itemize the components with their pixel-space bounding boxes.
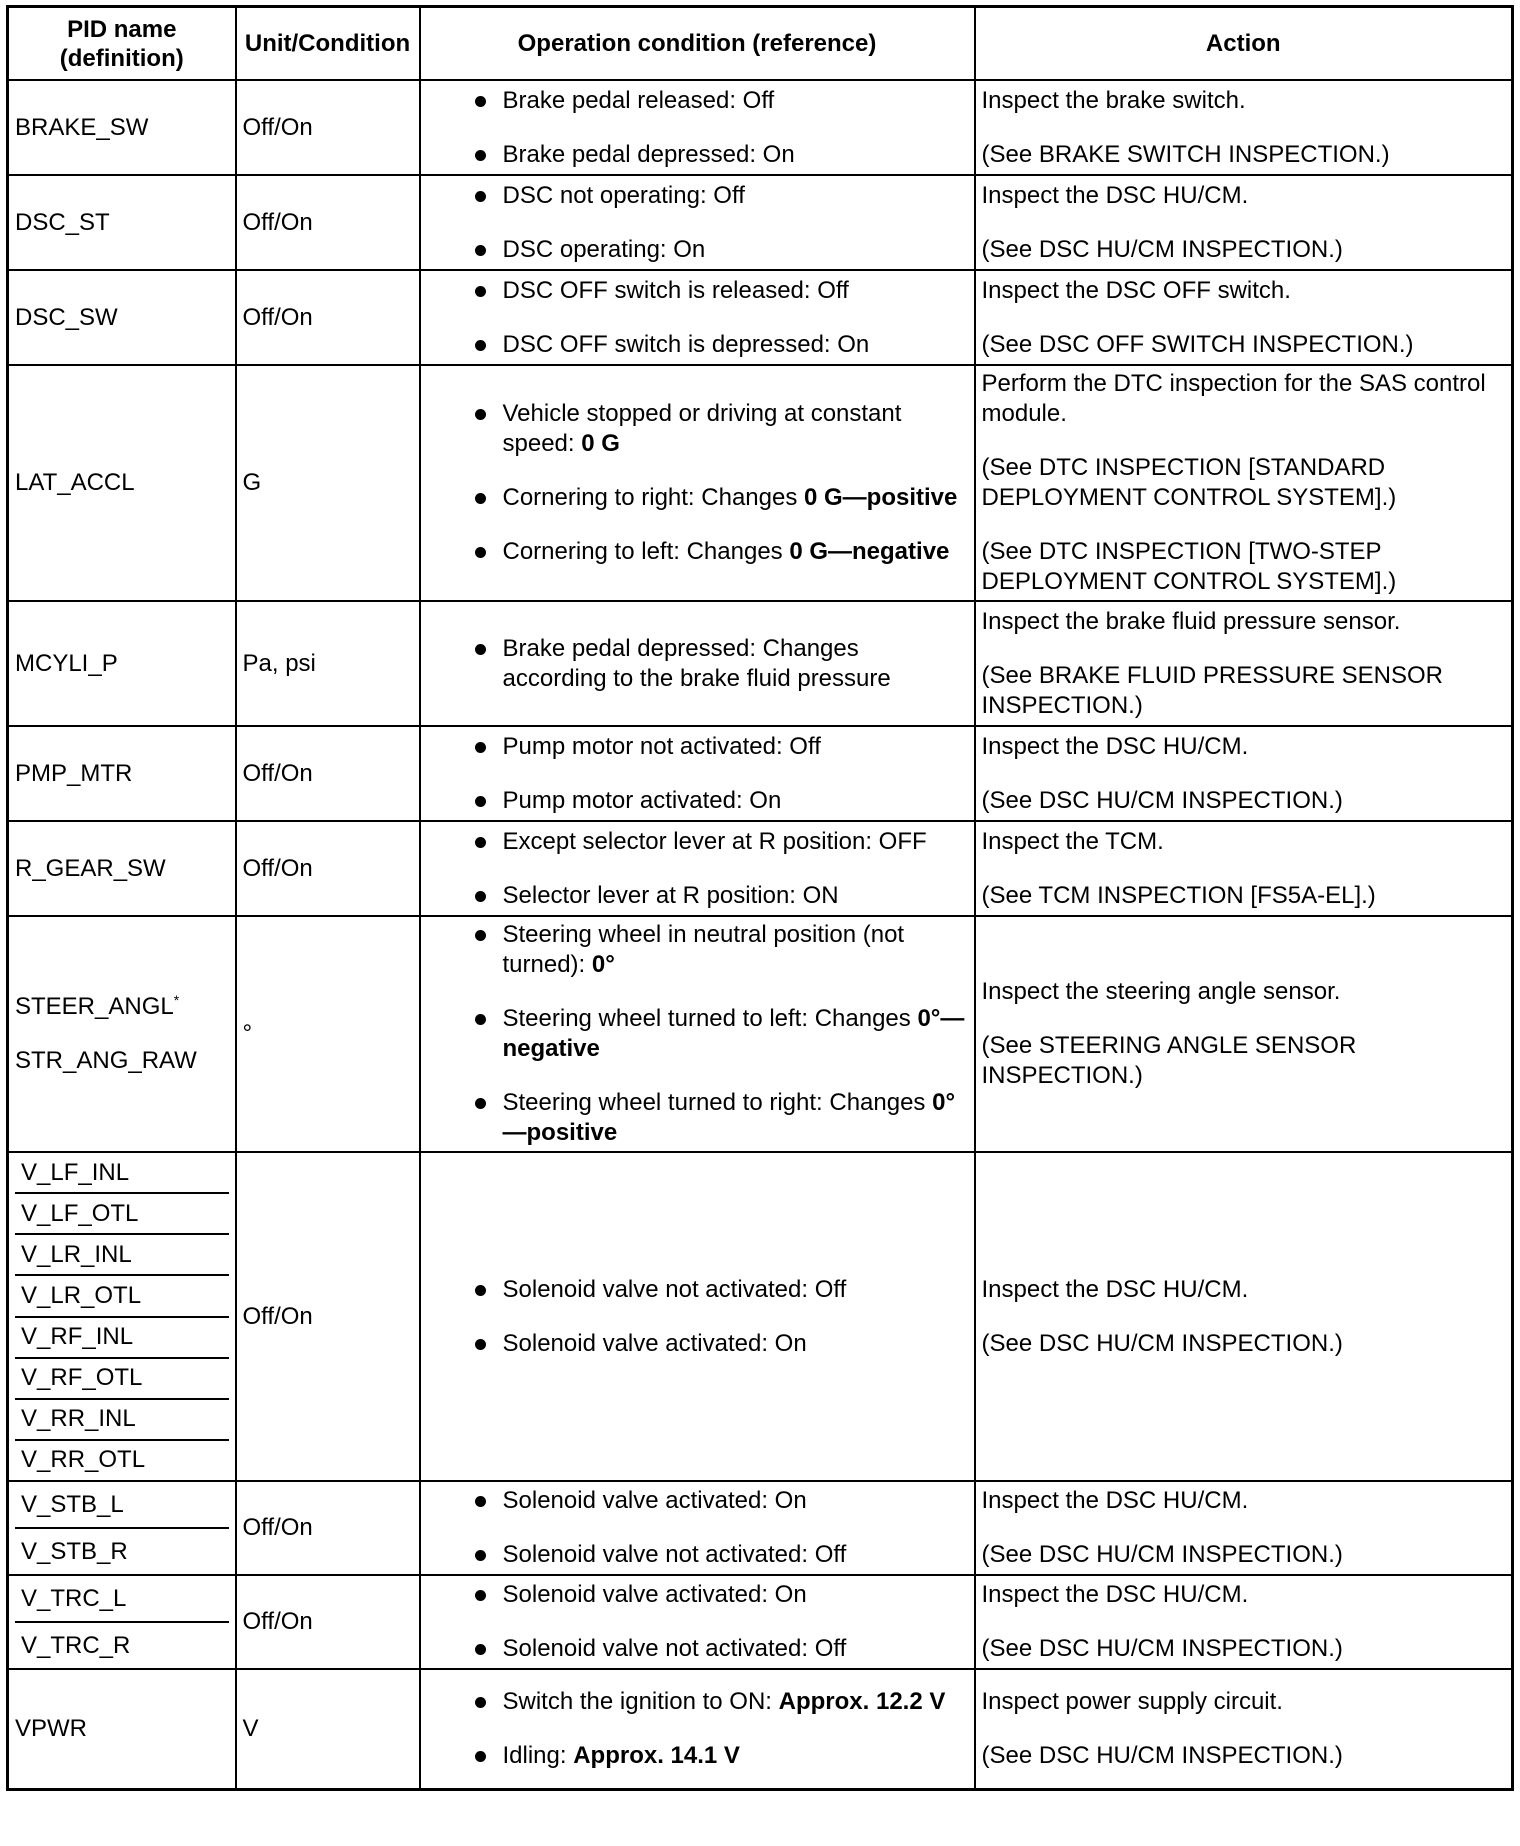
asterisk-note: * [173, 992, 180, 1008]
pid-name: V_TRC_R [15, 1621, 229, 1668]
action-text: Inspect the DSC HU/CM. [981, 181, 1249, 209]
unit-condition: ° [236, 916, 420, 1152]
condition-value: 0°—positive [502, 1089, 956, 1146]
header-operation-condition: Operation condition (reference) [420, 7, 975, 81]
operation-condition [420, 1669, 975, 1790]
action-text: Inspect the DSC HU/CM. [981, 1581, 1249, 1608]
operation-condition [420, 821, 975, 916]
action-reference: (See DTC INSPECTION [STANDARD DEPLOYMENT CONTROL SYSTEM].) [981, 454, 1397, 511]
table-row [8, 365, 1513, 601]
condition-item: Selector lever at R position: ON [467, 881, 968, 911]
operation-condition [420, 726, 975, 821]
action-text: Inspect the DSC HU/CM. [981, 1487, 1249, 1514]
action [975, 726, 1513, 821]
operation-condition [420, 1575, 975, 1669]
table-row [8, 1152, 1513, 1481]
pid-name: V_LR_OTL [15, 1274, 229, 1315]
header-pid-line2: (definition) [59, 44, 184, 72]
pid-name: DSC_ST [8, 175, 236, 270]
condition-item: Brake pedal depressed: On [467, 140, 968, 170]
pid-name: LAT_ACCL [8, 365, 236, 601]
pid-name: V_RF_OTL [15, 1357, 229, 1398]
operation-condition [420, 80, 975, 175]
pid-name: V_LF_OTL [15, 1192, 229, 1233]
unit-condition: Off/On [236, 821, 420, 916]
action-reference: (See DSC OFF SWITCH INSPECTION.) [981, 330, 1414, 358]
action [975, 601, 1513, 726]
condition-item: DSC not operating: Off [467, 181, 968, 211]
table-row [8, 601, 1513, 726]
condition-item: Solenoid valve not activated: Off [467, 1540, 968, 1570]
pid-name-group [8, 1152, 236, 1481]
condition-item: DSC OFF switch is released: Off [467, 276, 968, 306]
pid-str-ang-raw: STR_ANG_RAW [15, 1047, 197, 1074]
condition-item: Solenoid valve not activated: Off [467, 1275, 968, 1305]
action-reference: (See DSC HU/CM INSPECTION.) [981, 235, 1343, 263]
action [975, 80, 1513, 175]
pid-name: DSC_SW [8, 270, 236, 365]
action-reference: (See DSC HU/CM INSPECTION.) [981, 1742, 1343, 1769]
pid-name: V_LR_INL [15, 1233, 229, 1274]
action-text: Inspect the DSC OFF switch. [981, 276, 1291, 304]
unit-condition: Off/On [236, 175, 420, 270]
condition-text: Steering wheel turned to right: Changes [502, 1089, 933, 1116]
pid-monitor-table [6, 5, 1514, 1791]
action-reference: (See TCM INSPECTION [FS5A-EL].) [981, 881, 1376, 909]
action-reference: (See DSC HU/CM INSPECTION.) [981, 786, 1343, 814]
condition-value: Approx. 14.1 V [573, 1742, 740, 1769]
condition-item: Pump motor activated: On [467, 786, 968, 816]
header-action: Action [975, 7, 1513, 81]
condition-item: DSC OFF switch is depressed: On [467, 330, 968, 360]
action-reference: (See DSC HU/CM INSPECTION.) [981, 1635, 1343, 1662]
condition-item: Solenoid valve activated: On [467, 1580, 968, 1610]
condition-item [467, 537, 968, 567]
action-text: Inspect the brake fluid pressure sensor. [981, 607, 1401, 635]
condition-item: Pump motor not activated: Off [467, 732, 968, 762]
action-text: Inspect the DSC HU/CM. [981, 1275, 1249, 1303]
action-reference: (See BRAKE FLUID PRESSURE SENSOR INSPECTION.) [981, 661, 1443, 719]
condition-item: Brake pedal depressed: Changes according to the brake fluid pressure [467, 634, 968, 694]
condition-text: Cornering to left: Changes [502, 538, 790, 565]
condition-value: 0 G—positive [804, 484, 958, 511]
condition-item: Except selector lever at R position: OFF [467, 827, 968, 857]
action-reference: (See DSC HU/CM INSPECTION.) [981, 1541, 1343, 1568]
condition-value: Approx. 12.2 V [778, 1688, 946, 1715]
condition-text: Cornering to right: Changes [502, 484, 804, 511]
unit-condition: Off/On [236, 270, 420, 365]
action-text: Inspect power supply circuit. [981, 1688, 1283, 1715]
header-pid-line1: PID name [67, 15, 177, 43]
table-row [8, 175, 1513, 270]
condition-item [467, 1088, 968, 1148]
action-reference: (See DSC HU/CM INSPECTION.) [981, 1329, 1343, 1357]
operation-condition [420, 1152, 975, 1481]
condition-value: 0°—negative [502, 1005, 965, 1062]
pid-steer-angl: STEER_ANGL [15, 993, 174, 1020]
operation-condition [420, 365, 975, 601]
table-row [8, 1575, 1513, 1669]
action-text: Perform the DTC inspection for the SAS control module. [981, 370, 1486, 427]
table-row [8, 821, 1513, 916]
pid-name: PMP_MTR [8, 726, 236, 821]
action [975, 1152, 1513, 1481]
action-text: Inspect the TCM. [981, 827, 1164, 855]
pid-name: R_GEAR_SW [8, 821, 236, 916]
operation-condition [420, 270, 975, 365]
action [975, 916, 1513, 1152]
condition-item [467, 1741, 968, 1771]
pid-name [8, 916, 236, 1152]
table-row [8, 80, 1513, 175]
condition-value: 0° [591, 951, 615, 978]
pid-name: V_STB_L [21, 1490, 124, 1518]
pid-name: V_RR_OTL [15, 1439, 229, 1480]
condition-text: Switch the ignition to ON: [502, 1688, 779, 1715]
table-row [8, 1669, 1513, 1790]
condition-item [467, 399, 968, 459]
pid-name-group [8, 1575, 236, 1669]
condition-item [467, 920, 968, 980]
pid-name: V_RR_INL [15, 1398, 229, 1439]
pid-name: V_RF_INL [15, 1316, 229, 1357]
unit-condition: Off/On [236, 80, 420, 175]
header-unit-condition: Unit/Condition [236, 7, 420, 81]
pid-name: V_STB_R [15, 1527, 229, 1574]
condition-item: Solenoid valve not activated: Off [467, 1634, 968, 1664]
pid-name: VPWR [8, 1669, 236, 1790]
condition-text: Steering wheel turned to left: Changes [502, 1005, 918, 1032]
action [975, 175, 1513, 270]
operation-condition [420, 175, 975, 270]
action-text: Inspect the DSC HU/CM. [981, 732, 1249, 760]
operation-condition [420, 601, 975, 726]
header-pid-name [8, 7, 236, 81]
unit-condition: Off/On [236, 1152, 420, 1481]
condition-item: Solenoid valve activated: On [467, 1329, 968, 1359]
condition-text: Steering wheel in neutral position (not turned): [502, 921, 905, 978]
operation-condition [420, 916, 975, 1152]
condition-item: DSC operating: On [467, 235, 968, 265]
action-text: Inspect the brake switch. [981, 86, 1246, 114]
unit-condition: V [236, 1669, 420, 1790]
unit-condition: Off/On [236, 1575, 420, 1669]
pid-name: V_LF_INL [21, 1158, 130, 1186]
table-row [8, 270, 1513, 365]
unit-condition: Off/On [236, 1481, 420, 1575]
condition-item: Brake pedal released: Off [467, 86, 968, 116]
table-header-row [8, 7, 1513, 81]
condition-value: 0 G [581, 430, 620, 457]
action [975, 365, 1513, 601]
unit-condition: Pa, psi [236, 601, 420, 726]
action [975, 1481, 1513, 1575]
pid-table-wrapper [6, 5, 1514, 1791]
pid-name-group [8, 1481, 236, 1575]
unit-condition: G [236, 365, 420, 601]
condition-item: Solenoid valve activated: On [467, 1486, 968, 1516]
action [975, 1669, 1513, 1790]
condition-text: Idling: [502, 1742, 574, 1769]
action-reference: (See BRAKE SWITCH INSPECTION.) [981, 140, 1390, 168]
table-row [8, 916, 1513, 1152]
pid-name: V_TRC_L [21, 1584, 127, 1612]
table-row [8, 726, 1513, 821]
condition-item [467, 1004, 968, 1064]
condition-item [467, 483, 968, 513]
condition-item [467, 1687, 968, 1717]
pid-name-line [15, 992, 229, 1022]
unit-condition: Off/On [236, 726, 420, 821]
condition-text: Vehicle stopped or driving at constant speed: [502, 400, 902, 457]
condition-value: 0 G—negative [789, 538, 950, 565]
action-reference: (See DTC INSPECTION [TWO-STEP DEPLOYMENT CONTROL SYSTEM].) [981, 538, 1397, 595]
action [975, 1575, 1513, 1669]
action [975, 270, 1513, 365]
pid-name: MCYLI_P [8, 601, 236, 726]
pid-name: BRAKE_SW [8, 80, 236, 175]
operation-condition [420, 1481, 975, 1575]
action [975, 821, 1513, 916]
table-row [8, 1481, 1513, 1575]
action-text: Inspect the steering angle sensor. [981, 978, 1341, 1005]
action-reference: (See STEERING ANGLE SENSOR INSPECTION.) [981, 1032, 1357, 1089]
